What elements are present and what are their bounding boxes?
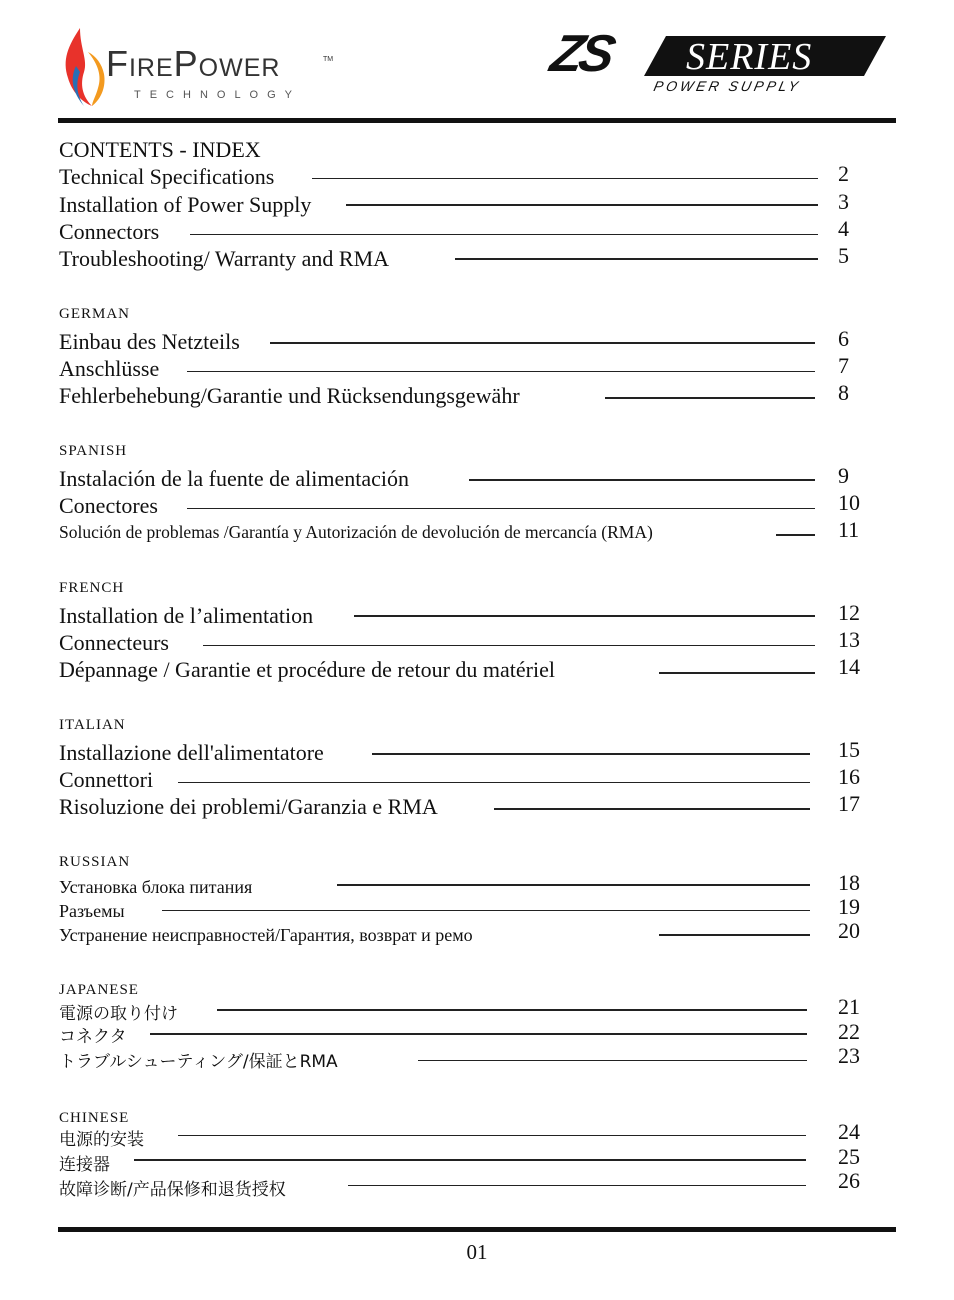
toc-page-number: 12 — [838, 600, 860, 625]
toc-page-number: 25 — [838, 1144, 860, 1169]
brand-name: FirePower — [106, 43, 281, 84]
toc-leader — [418, 1060, 807, 1061]
toc-leader — [372, 753, 810, 755]
toc-page-number: 2 — [838, 161, 849, 186]
toc-entry-text: Fehlerbehebung/Garantie und Rücksendungsgewähr — [59, 383, 520, 408]
toc-entry-text: Установка блока питания — [59, 877, 253, 897]
toc-page-number: 6 — [838, 326, 849, 351]
footer-rule — [58, 1227, 896, 1232]
footer-page-number: 01 — [466, 1240, 488, 1264]
toc-entry-text: Troubleshooting/ Warranty and RMA — [59, 246, 390, 271]
section-heading-spanish: SPANISH — [59, 443, 128, 459]
toc-page-number: 21 — [838, 994, 860, 1019]
toc-entry-text: Connectors — [59, 219, 160, 244]
toc-page-number: 15 — [838, 737, 860, 762]
toc-page-number: 4 — [838, 216, 849, 241]
toc-entry-text: Installation de l’alimentation — [59, 603, 314, 628]
toc-entry-text: 電源の取り付け — [59, 1004, 178, 1024]
toc-leader — [346, 204, 818, 206]
toc-leader — [605, 397, 815, 399]
toc-page-number: 5 — [838, 243, 849, 268]
toc-page-number: 24 — [838, 1119, 860, 1144]
toc-leader — [494, 808, 810, 810]
toc-entry-text: 连接器 — [59, 1155, 110, 1175]
toc-page-number: 7 — [838, 353, 849, 378]
toc-entry-text: Conectores — [59, 493, 158, 518]
toc-page-number: 9 — [838, 463, 849, 488]
toc-leader — [190, 234, 818, 235]
toc-entry-text: Installation of Power Supply — [59, 192, 312, 217]
section-heading-italian: ITALIAN — [59, 717, 126, 733]
toc-entry-text: コネクタ — [59, 1027, 127, 1047]
toc-leader — [312, 178, 818, 179]
toc-leader — [776, 534, 815, 536]
toc-page-number: 11 — [838, 517, 860, 542]
toc-page-number: 16 — [838, 764, 860, 789]
toc-leader — [150, 1033, 807, 1035]
toc-entry-text: Устранение неисправностей/Гарантия, возврат и ремо — [59, 925, 473, 945]
toc-page-number: 14 — [838, 654, 860, 679]
toc-leader — [337, 884, 810, 886]
toc-entry-text: Разъемы — [59, 901, 125, 921]
toc-leader — [270, 342, 815, 344]
toc-leader — [178, 782, 810, 783]
brand-trademark: TM — [323, 56, 334, 63]
toc-entry-text: Instalación de la fuente de alimentación — [59, 466, 410, 491]
section-heading-russian: RUSSIAN — [59, 854, 131, 870]
toc-leader — [203, 645, 815, 646]
toc-entry-text: 电源的安装 — [59, 1130, 144, 1150]
toc-page-number: 10 — [838, 490, 860, 515]
toc-page-number: 18 — [838, 870, 860, 895]
toc-leader — [178, 1135, 806, 1136]
toc-leader — [469, 479, 815, 481]
toc-page-number: 17 — [838, 791, 860, 816]
toc-leader — [659, 934, 810, 936]
toc-page-number: 23 — [838, 1043, 860, 1068]
toc-page-number: 20 — [838, 918, 860, 943]
section-heading-japanese: JAPANESE — [59, 982, 139, 998]
toc-leader — [134, 1159, 806, 1161]
toc-leader — [348, 1185, 806, 1186]
section-heading-french: FRENCH — [59, 580, 125, 596]
toc-leader — [217, 1009, 807, 1011]
toc-entry-text: Connecteurs — [59, 630, 169, 655]
toc-entry-text: Risoluzione dei problemi/Garanzia e RMA — [59, 794, 438, 819]
toc-page-number: 19 — [838, 894, 860, 919]
toc-page-number: 22 — [838, 1019, 860, 1044]
toc-entry-text: 故障诊断/产品保修和退货授权 — [59, 1180, 286, 1200]
series-subtitle: POWER SUPPLY — [652, 78, 803, 94]
toc-entry-text: トラブルシューティング/保証とRMA — [59, 1052, 338, 1072]
section-heading-chinese: CHINESE — [59, 1110, 130, 1126]
toc-page-number: 3 — [838, 189, 849, 214]
toc-entry-text: Connettori — [59, 767, 154, 792]
contents-title: CONTENTS - INDEX — [59, 137, 261, 162]
toc-leader — [354, 615, 815, 617]
toc-leader — [162, 910, 810, 911]
toc-leader — [187, 508, 815, 509]
brand-subtitle: TECHNOLOGY — [134, 89, 302, 101]
header-rule — [58, 118, 896, 123]
series-word: SERIES — [686, 36, 813, 78]
toc-entry-text: Dépannage / Garantie et procédure de retour du matériel — [59, 657, 555, 682]
toc-leader — [659, 672, 815, 674]
toc-entry-text: Solución de problemas /Garantía y Autorización de devolución de mercancía (RMA) — [59, 522, 653, 542]
toc-entry-text: Technical Specifications — [59, 164, 275, 189]
toc-page-number: 8 — [838, 380, 849, 405]
toc-leader — [187, 371, 815, 372]
toc-entry-text: Anschlüsse — [59, 356, 160, 381]
toc-entry-text: Einbau des Netzteils — [59, 329, 240, 354]
toc-page-number: 13 — [838, 627, 860, 652]
section-heading-german: GERMAN — [59, 306, 131, 322]
series-big-logo: ZS — [545, 25, 617, 83]
toc-leader — [455, 258, 818, 260]
toc-entry-text: Installazione dell'alimentatore — [59, 740, 324, 765]
toc-page-number: 26 — [838, 1168, 860, 1193]
